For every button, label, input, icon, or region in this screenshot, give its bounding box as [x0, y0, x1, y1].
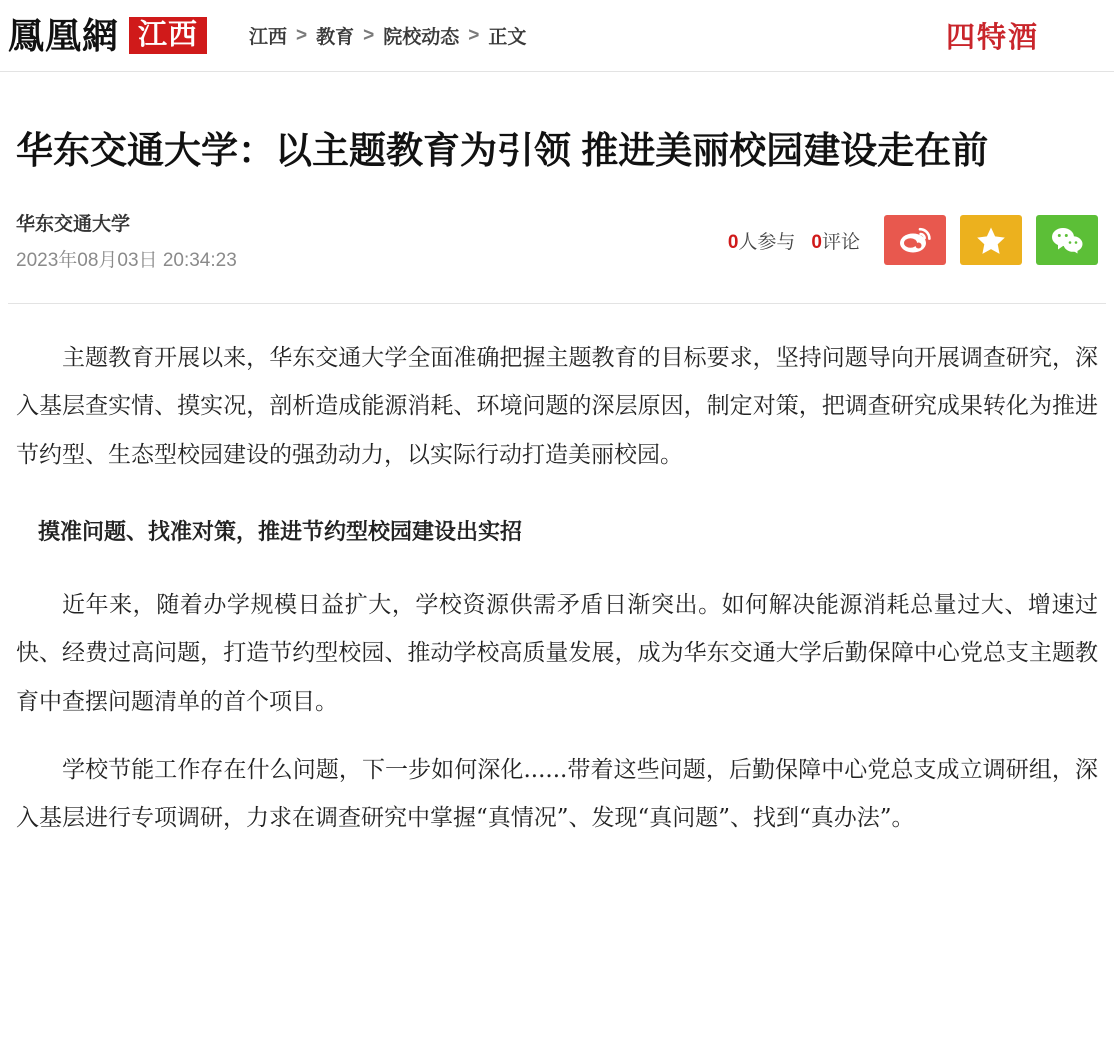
article — [0, 127, 1114, 843]
article-subheading: 摸准问题、找准对策，推进节约型校园建设出实招 — [38, 518, 523, 544]
breadcrumb-separator-3: > — [468, 24, 480, 46]
logo-wordmark[interactable]: 鳳凰網 — [8, 14, 120, 57]
logo-region-badge[interactable]: 江西 — [129, 17, 207, 54]
breadcrumb-item-2[interactable]: 教育 — [316, 27, 355, 48]
breadcrumb-item-4[interactable]: 正文 — [488, 27, 527, 48]
comments-count: 0 — [811, 231, 822, 253]
article-paragraph: 主题教育开展以来，华东交通大学全面准确把握主题教育的目标要求，坚持问题导向开展调查研究，深入基层查实情、摸实况，剖析造成能源消耗、环境问题的深层原因，制定对策，把调查研究成果转化为推进节约型、生态型校园建设的强劲动力，以实际行动打造美丽校园。 — [16, 345, 1098, 468]
wechat-icon — [1050, 226, 1084, 254]
breadcrumb-item-3[interactable]: 院校动态 — [383, 27, 460, 48]
site-header — [0, 0, 1114, 72]
weibo-icon — [898, 226, 932, 254]
article-body — [16, 304, 1098, 843]
breadcrumb-separator-1: > — [296, 24, 308, 46]
site-logo[interactable] — [8, 14, 207, 57]
breadcrumb-separator-2: > — [363, 24, 375, 46]
page-title: 华东交通大学：以主题教育为引领 推进美丽校园建设走在前 — [16, 130, 989, 171]
social-bar — [728, 215, 1098, 265]
wechat-share-button[interactable] — [1036, 215, 1098, 265]
header-advertisement[interactable]: 四特酒 — [945, 20, 1039, 54]
comments-count-group[interactable] — [811, 227, 860, 254]
article-source: 华东交通大学 — [16, 214, 131, 236]
article-paragraph: 学校节能工作存在什么问题，下一步如何深化......带着这些问题，后勤保障中心党总支成立调研组，深入基层进行专项调研，力求在调查研究中掌握“真情况”、发现“真问题”、找到“真办法”。 — [16, 757, 1098, 832]
participants-label: 人参与 — [738, 231, 796, 253]
participants-count: 0 — [727, 231, 739, 253]
engagement-counts — [728, 227, 860, 254]
article-paragraph: 近年来，随着办学规模日益扩大，学校资源供需矛盾日渐突出。如何解决能源消耗总量过大、增速过快、经费过高问题，打造节约型校园、推动学校高质量发展，成为华东交通大学后勤保障中心党总支主题教育中查摆问题清单的首个项目。 — [16, 592, 1098, 715]
weibo-share-button[interactable] — [884, 215, 946, 265]
breadcrumb — [249, 22, 526, 49]
article-publish-time: 2023年08月03日 20:34:23 — [16, 250, 237, 272]
comments-label: 评论 — [821, 231, 860, 253]
favorite-share-button[interactable] — [960, 215, 1022, 265]
breadcrumb-item-1[interactable]: 江西 — [249, 27, 288, 48]
article-meta — [16, 209, 1098, 281]
star-icon — [976, 226, 1006, 255]
participants-count-group — [728, 227, 796, 254]
